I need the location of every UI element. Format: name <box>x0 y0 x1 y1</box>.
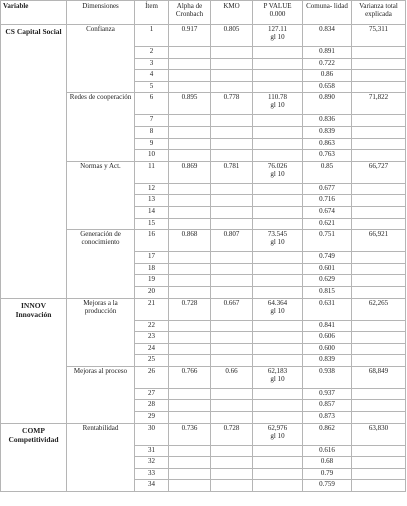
alpha-cell <box>169 332 211 344</box>
comunalidad-cell: 0.751 <box>303 230 352 252</box>
kmo-cell <box>211 400 253 412</box>
item-cell: 27 <box>135 388 169 400</box>
variable-cell: INNOV Innovación <box>1 298 67 423</box>
comunalidad-cell: 0.631 <box>303 298 352 320</box>
comunalidad-cell: 0.677 <box>303 183 352 195</box>
alpha-cell <box>169 70 211 82</box>
kmo-cell <box>211 126 253 138</box>
alpha-cell <box>169 286 211 298</box>
alpha-cell: 0.917 <box>169 25 211 47</box>
kmo-cell <box>211 218 253 230</box>
kmo-cell <box>211 206 253 218</box>
varianza-cell <box>352 70 406 82</box>
item-cell: 18 <box>135 263 169 275</box>
kmo-cell <box>211 252 253 264</box>
comunalidad-cell: 0.839 <box>303 126 352 138</box>
varianza-cell <box>352 468 406 480</box>
alpha-cell <box>169 468 211 480</box>
comunalidad-cell: 0.834 <box>303 25 352 47</box>
kmo-cell <box>211 320 253 332</box>
item-cell: 10 <box>135 150 169 162</box>
degrees-freedom: gl 10 <box>270 374 285 383</box>
varianza-cell <box>352 252 406 264</box>
header-varianza: Varianza total explicada <box>352 1 406 25</box>
alpha-cell <box>169 412 211 424</box>
comunalidad-cell: 0.68 <box>303 457 352 469</box>
pvalue-cell <box>253 263 303 275</box>
pvalue-cell <box>253 58 303 70</box>
item-cell: 9 <box>135 138 169 150</box>
varianza-cell <box>352 58 406 70</box>
alpha-cell <box>169 355 211 367</box>
alpha-cell <box>169 388 211 400</box>
comunalidad-cell: 0.629 <box>303 275 352 287</box>
item-cell: 16 <box>135 230 169 252</box>
varianza-cell <box>352 115 406 127</box>
kmo-cell <box>211 183 253 195</box>
varianza-cell <box>352 206 406 218</box>
varianza-cell <box>352 388 406 400</box>
header-dimensiones: Dimensiones <box>67 1 135 25</box>
alpha-cell <box>169 58 211 70</box>
chi-square-value: 76.026 <box>267 161 288 170</box>
comunalidad-cell: 0.674 <box>303 206 352 218</box>
item-cell: 2 <box>135 47 169 59</box>
kmo-cell <box>211 275 253 287</box>
item-cell: 26 <box>135 366 169 388</box>
kmo-cell: 0.781 <box>211 161 253 183</box>
dimension-cell: Generación de conocimiento <box>67 230 135 298</box>
pvalue-cell <box>253 126 303 138</box>
comunalidad-cell: 0.749 <box>303 252 352 264</box>
header-comunalidad: Comuna- lidad <box>303 1 352 25</box>
comunalidad-cell: 0.85 <box>303 161 352 183</box>
pvalue-cell <box>253 183 303 195</box>
alpha-cell <box>169 126 211 138</box>
item-cell: 29 <box>135 412 169 424</box>
alpha-cell: 0.736 <box>169 423 211 445</box>
alpha-cell <box>169 206 211 218</box>
varianza-cell <box>352 275 406 287</box>
pvalue-cell <box>253 275 303 287</box>
header-row <box>1 1 406 25</box>
kmo-cell <box>211 263 253 275</box>
dimension-cell: Mejoras a la producción <box>67 298 135 366</box>
pvalue-cell <box>253 412 303 424</box>
pvalue-cell <box>253 366 303 388</box>
varianza-cell <box>352 126 406 138</box>
item-cell: 6 <box>135 93 169 115</box>
header-variable: Variable <box>1 1 67 25</box>
degrees-freedom: gl 10 <box>270 33 285 41</box>
varianza-cell: 62,265 <box>352 298 406 320</box>
varianza-cell <box>352 47 406 59</box>
alpha-cell <box>169 263 211 275</box>
item-cell: 20 <box>135 286 169 298</box>
degrees-freedom: gl 10 <box>270 238 285 247</box>
kmo-cell: 0.807 <box>211 230 253 252</box>
item-cell: 7 <box>135 115 169 127</box>
alpha-cell <box>169 218 211 230</box>
varianza-cell <box>352 286 406 298</box>
comunalidad-cell: 0.86 <box>303 70 352 82</box>
pvalue-cell <box>253 25 303 47</box>
alpha-cell <box>169 320 211 332</box>
kmo-cell <box>211 138 253 150</box>
dimension-cell: Redes de cooperación <box>67 93 135 161</box>
varianza-cell: 63,830 <box>352 423 406 445</box>
item-cell: 24 <box>135 343 169 355</box>
pvalue-cell <box>253 468 303 480</box>
degrees-freedom: gl 10 <box>270 431 285 440</box>
item-cell: 12 <box>135 183 169 195</box>
item-cell: 14 <box>135 206 169 218</box>
pvalue-cell <box>253 286 303 298</box>
comunalidad-cell: 0.716 <box>303 195 352 207</box>
pvalue-cell <box>253 70 303 82</box>
alpha-cell <box>169 195 211 207</box>
varianza-cell <box>352 263 406 275</box>
alpha-cell: 0.728 <box>169 298 211 320</box>
kmo-cell <box>211 70 253 82</box>
varianza-cell <box>352 457 406 469</box>
comunalidad-cell: 0.857 <box>303 400 352 412</box>
varianza-cell <box>352 445 406 457</box>
comunalidad-cell: 0.600 <box>303 343 352 355</box>
pvalue-cell <box>253 161 303 183</box>
pvalue-cell <box>253 355 303 367</box>
varianza-cell <box>352 183 406 195</box>
item-cell: 28 <box>135 400 169 412</box>
kmo-cell <box>211 355 253 367</box>
kmo-cell: 0.805 <box>211 25 253 47</box>
item-cell: 32 <box>135 457 169 469</box>
alpha-cell <box>169 138 211 150</box>
varianza-cell: 71,822 <box>352 93 406 115</box>
alpha-cell: 0.868 <box>169 230 211 252</box>
pvalue-cell <box>253 206 303 218</box>
comunalidad-cell: 0.763 <box>303 150 352 162</box>
alpha-cell <box>169 343 211 355</box>
pvalue-cell <box>253 150 303 162</box>
alpha-cell <box>169 115 211 127</box>
item-cell: 30 <box>135 423 169 445</box>
item-cell: 5 <box>135 81 169 93</box>
comunalidad-cell: 0.658 <box>303 81 352 93</box>
alpha-cell <box>169 400 211 412</box>
item-cell: 13 <box>135 195 169 207</box>
kmo-cell: 0.66 <box>211 366 253 388</box>
kmo-cell <box>211 115 253 127</box>
kmo-cell <box>211 47 253 59</box>
item-cell: 22 <box>135 320 169 332</box>
item-cell: 34 <box>135 480 169 492</box>
kmo-cell <box>211 332 253 344</box>
varianza-cell: 68,849 <box>352 366 406 388</box>
comunalidad-cell: 0.839 <box>303 355 352 367</box>
degrees-freedom: gl 10 <box>270 306 285 315</box>
kmo-cell <box>211 81 253 93</box>
pvalue-cell <box>253 115 303 127</box>
chi-square-value: 62,183 <box>267 366 288 375</box>
table-body <box>1 25 406 492</box>
varianza-cell <box>352 332 406 344</box>
kmo-cell <box>211 445 253 457</box>
alpha-cell: 0.895 <box>169 93 211 115</box>
kmo-cell <box>211 388 253 400</box>
comunalidad-cell: 0.890 <box>303 93 352 115</box>
pvalue-cell <box>253 457 303 469</box>
header-item: Ítem <box>135 1 169 25</box>
varianza-cell <box>352 138 406 150</box>
pvalue-cell <box>253 400 303 412</box>
item-cell: 3 <box>135 58 169 70</box>
alpha-cell: 0.766 <box>169 366 211 388</box>
kmo-cell <box>211 150 253 162</box>
varianza-cell: 75,311 <box>352 25 406 47</box>
item-cell: 31 <box>135 445 169 457</box>
item-cell: 4 <box>135 70 169 82</box>
dimension-cell: Confianza <box>67 25 135 93</box>
pvalue-cell <box>253 252 303 264</box>
varianza-cell <box>352 150 406 162</box>
kmo-cell <box>211 286 253 298</box>
header-kmo: KMO <box>211 1 253 25</box>
variable-cell: COMP Competitividad <box>1 423 67 491</box>
comunalidad-cell: 0.621 <box>303 218 352 230</box>
degrees-freedom: gl 10 <box>270 169 285 178</box>
varianza-cell <box>352 195 406 207</box>
pvalue-cell <box>253 81 303 93</box>
variable-cell: CS Capital Social <box>1 25 67 299</box>
dimension-cell: Rentabilidad <box>67 423 135 491</box>
pvalue-cell <box>253 320 303 332</box>
item-cell: 33 <box>135 468 169 480</box>
table-row <box>1 298 406 320</box>
pvalue-cell <box>253 93 303 115</box>
item-cell: 23 <box>135 332 169 344</box>
kmo-cell <box>211 343 253 355</box>
pvalue-cell <box>253 195 303 207</box>
comunalidad-cell: 0.836 <box>303 115 352 127</box>
dimension-cell: Mejoras al proceso <box>67 366 135 423</box>
chi-square-value: 62,976 <box>267 423 288 432</box>
comunalidad-cell: 0.815 <box>303 286 352 298</box>
pvalue-cell <box>253 480 303 492</box>
item-cell: 11 <box>135 161 169 183</box>
pvalue-cell <box>253 218 303 230</box>
kmo-cell <box>211 480 253 492</box>
alpha-cell <box>169 81 211 93</box>
kmo-cell <box>211 468 253 480</box>
item-cell: 19 <box>135 275 169 287</box>
pvalue-cell <box>253 445 303 457</box>
alpha-cell <box>169 150 211 162</box>
kmo-cell <box>211 195 253 207</box>
chi-square-value: 73.545 <box>267 230 288 239</box>
kmo-cell <box>211 412 253 424</box>
comunalidad-cell: 0.606 <box>303 332 352 344</box>
varianza-cell <box>352 412 406 424</box>
comunalidad-cell: 0.862 <box>303 423 352 445</box>
comunalidad-cell: 0.937 <box>303 388 352 400</box>
varianza-cell <box>352 218 406 230</box>
varianza-cell <box>352 400 406 412</box>
comunalidad-cell: 0.863 <box>303 138 352 150</box>
pvalue-cell <box>253 298 303 320</box>
varianza-cell <box>352 320 406 332</box>
alpha-cell <box>169 275 211 287</box>
pvalue-cell <box>253 230 303 252</box>
varianza-cell <box>352 81 406 93</box>
comunalidad-cell: 0.601 <box>303 263 352 275</box>
alpha-cell <box>169 47 211 59</box>
pvalue-cell <box>253 423 303 445</box>
varianza-cell: 66,727 <box>352 161 406 183</box>
comunalidad-cell: 0.891 <box>303 47 352 59</box>
alpha-cell <box>169 183 211 195</box>
comunalidad-cell: 0.616 <box>303 445 352 457</box>
kmo-cell: 0.667 <box>211 298 253 320</box>
item-cell: 21 <box>135 298 169 320</box>
dimension-cell: Normas y Act. <box>67 161 135 229</box>
table-row <box>1 25 406 47</box>
comunalidad-cell: 0.873 <box>303 412 352 424</box>
comunalidad-cell: 0.841 <box>303 320 352 332</box>
table-row <box>1 423 406 445</box>
alpha-cell <box>169 252 211 264</box>
item-cell: 15 <box>135 218 169 230</box>
header-pvalue: P VALUE 0.000 <box>253 1 303 25</box>
item-cell: 25 <box>135 355 169 367</box>
chi-square-value: 127.11 <box>268 25 287 33</box>
degrees-freedom: gl 10 <box>270 101 285 110</box>
varianza-cell <box>352 355 406 367</box>
comunalidad-cell: 0.79 <box>303 468 352 480</box>
alpha-cell <box>169 457 211 469</box>
varianza-cell <box>352 343 406 355</box>
kmo-cell <box>211 457 253 469</box>
pvalue-cell <box>253 138 303 150</box>
kmo-cell <box>211 58 253 70</box>
varianza-cell <box>352 480 406 492</box>
pvalue-cell <box>253 343 303 355</box>
pvalue-cell <box>253 332 303 344</box>
pvalue-cell <box>253 47 303 59</box>
pvalue-cell <box>253 388 303 400</box>
comunalidad-cell: 0.759 <box>303 480 352 492</box>
chi-square-value: 110.78 <box>268 93 287 102</box>
varianza-cell: 66,921 <box>352 230 406 252</box>
header-alpha: Alpha de Cronbach <box>169 1 211 25</box>
comunalidad-cell: 0.722 <box>303 58 352 70</box>
item-cell: 17 <box>135 252 169 264</box>
chi-square-value: 64.364 <box>267 298 288 307</box>
kmo-cell: 0.778 <box>211 93 253 115</box>
item-cell: 8 <box>135 126 169 138</box>
alpha-cell: 0.869 <box>169 161 211 183</box>
alpha-cell <box>169 480 211 492</box>
comunalidad-cell: 0.938 <box>303 366 352 388</box>
kmo-cell: 0.728 <box>211 423 253 445</box>
alpha-cell <box>169 445 211 457</box>
item-cell: 1 <box>135 25 169 47</box>
